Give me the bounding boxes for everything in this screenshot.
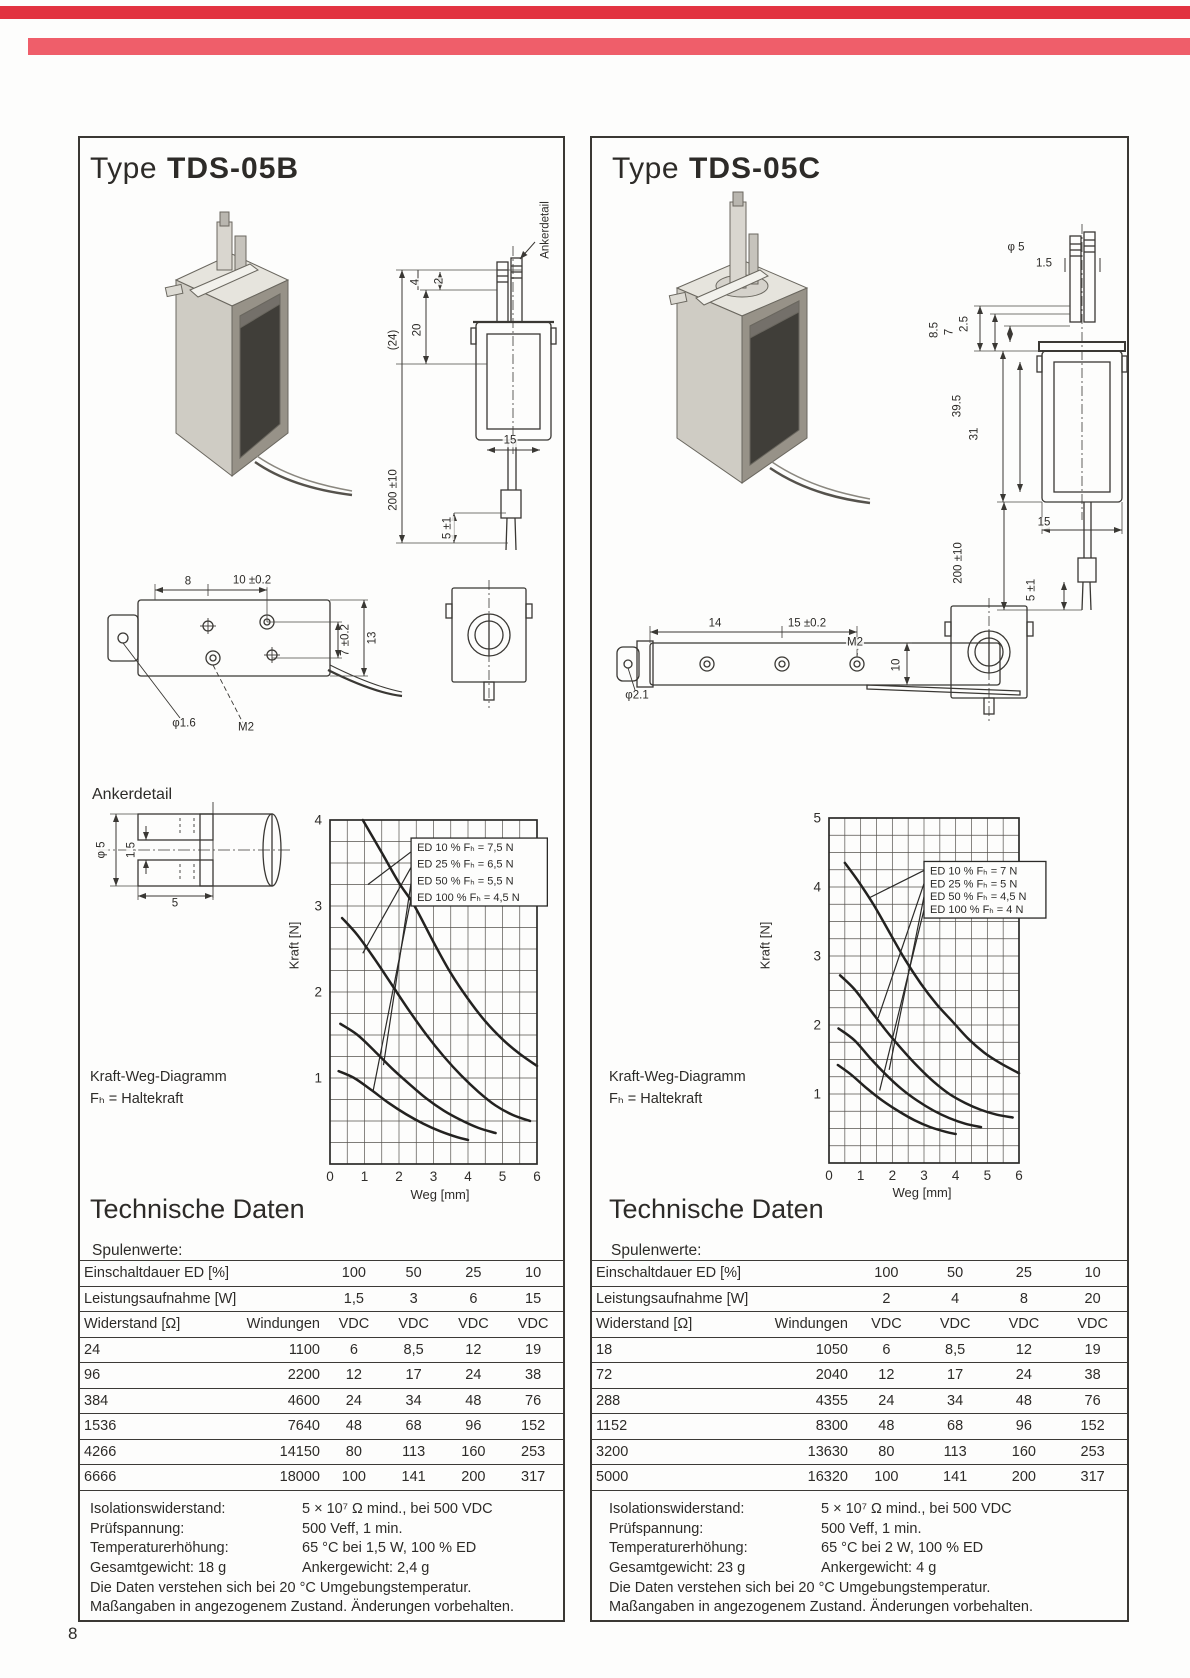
table-cell: 1536 (80, 1414, 220, 1440)
table-cell: 200 (990, 1465, 1059, 1491)
table-cell: 96 (444, 1414, 504, 1440)
dimension-label: 10 ±0.2 (232, 574, 272, 587)
table-cell: Einschaltdauer ED [%] (592, 1261, 852, 1287)
table-cell: 152 (503, 1414, 563, 1440)
table-cell: 34 (384, 1388, 444, 1414)
product-photo (165, 212, 352, 495)
dimension-label: φ2.1 (625, 689, 649, 702)
chart-caption-line1: Kraft-Weg-Diagramm (609, 1069, 746, 1085)
coil-values-label: Spulenwerte: (92, 1242, 183, 1259)
spec-label: Temperaturerhöhung: (90, 1540, 229, 1556)
front-view-dimension-lines (396, 270, 540, 543)
table-cell: 68 (921, 1414, 990, 1440)
table-cell: 8300 (740, 1414, 852, 1440)
table-cell: 13630 (740, 1439, 852, 1465)
table-cell: 200 (444, 1465, 504, 1491)
table-cell: 17 (921, 1363, 990, 1389)
table-cell: 24 (852, 1388, 921, 1414)
table-cell: 6 (324, 1337, 384, 1363)
table-cell: 15 (503, 1286, 563, 1312)
table-cell: VDC (990, 1312, 1059, 1338)
table-cell: 1050 (740, 1337, 852, 1363)
legend-entry: ED 25 % Fₕ = 5 N (930, 878, 1018, 891)
table-cell: 10 (1058, 1261, 1127, 1287)
dimension-label: 1,5 (125, 842, 138, 858)
spec-row (90, 1559, 573, 1579)
table-cell: 12 (444, 1337, 504, 1363)
dimension-label: φ 5 (1007, 241, 1025, 254)
spec-row (90, 1539, 573, 1559)
dimension-label: 10 (890, 658, 903, 672)
dimension-label: 14 (708, 617, 722, 630)
dimension-label: 2.5 (958, 316, 971, 332)
table-cell: 317 (503, 1465, 563, 1491)
mounting-view-dimension-lines (650, 626, 912, 685)
table-cell: 18000 (220, 1465, 324, 1491)
chart-svg (314, 812, 541, 1184)
x-tick-label: 3 (920, 1168, 928, 1183)
spec-row (90, 1520, 573, 1540)
chart-x-axis-label: Weg [mm] (892, 1185, 952, 1200)
table-cell: 24 (990, 1363, 1059, 1389)
y-tick-label: 2 (314, 984, 322, 1000)
table-cell: 50 (384, 1261, 444, 1287)
table-cell: 1152 (592, 1414, 740, 1440)
title-model: TDS-05B (167, 152, 300, 185)
dimension-label: 15 (1037, 516, 1051, 529)
table-cell: 80 (324, 1439, 384, 1465)
spec-list (90, 1500, 573, 1578)
table-cell: 7640 (220, 1414, 324, 1440)
table-cell: 34 (921, 1388, 990, 1414)
dimension-label: 31 (968, 427, 981, 441)
table-cell: 24 (324, 1388, 384, 1414)
chart-caption-line2: Fₕ = Haltekraft (609, 1091, 703, 1107)
table-cell: Widerstand [Ω] (80, 1312, 220, 1338)
table-cell: 19 (1058, 1337, 1127, 1363)
tech-data-heading: Technische Daten (90, 1194, 305, 1224)
table-row (80, 1261, 563, 1287)
table-cell: 253 (1058, 1439, 1127, 1465)
table-cell: 10 (503, 1261, 563, 1287)
x-tick-label: 3 (429, 1169, 438, 1184)
spec-value: 65 °C bei 2 W, 100 % ED (821, 1540, 984, 1556)
table-cell: 68 (384, 1414, 444, 1440)
chart-y-axis-label: Kraft [N] (757, 921, 773, 970)
dimension-label: 200 ±10 (387, 469, 400, 511)
table-cell: VDC (324, 1312, 384, 1338)
table-cell: 1,5 (324, 1286, 384, 1312)
footnote-line: Die Daten verstehen sich bei 20 °C Umgebungstemperatur. (90, 1580, 472, 1596)
table-cell: 19 (503, 1337, 563, 1363)
coil-data-table (80, 1260, 563, 1491)
spec-list (609, 1500, 1144, 1578)
table-cell: 38 (503, 1363, 563, 1389)
table-row (80, 1337, 563, 1363)
spec-label: Isolationswiderstand: (90, 1501, 226, 1517)
dimension-label: 13 (366, 631, 379, 645)
table-cell: 141 (921, 1465, 990, 1491)
x-tick-label: 5 (983, 1168, 992, 1183)
spec-label: Prüfspannung: (609, 1520, 704, 1537)
table-row (80, 1388, 563, 1414)
table-cell: Leistungsaufnahme [W] (80, 1286, 324, 1312)
chart-y-axis-label: Kraft [N] (286, 921, 302, 970)
footnote-line: Maßangaben in angezogenem Zustand. Änderungen vorbehalten. (609, 1598, 1034, 1615)
table-cell: 72 (592, 1363, 740, 1389)
x-tick-label: 1 (856, 1168, 865, 1183)
table-row (80, 1414, 563, 1440)
table-row (592, 1363, 1127, 1389)
table-cell: 288 (592, 1388, 740, 1414)
x-tick-label: 4 (464, 1169, 472, 1184)
front-view-drawing (471, 242, 556, 550)
title-prefix: Type (612, 152, 680, 185)
table-cell: 12 (990, 1337, 1059, 1363)
table-cell: 160 (990, 1439, 1059, 1465)
end-view-drawing (446, 580, 532, 708)
title-prefix: Type (90, 152, 158, 185)
legend-entry: ED 100 % Fₕ = 4,5 N (417, 892, 520, 904)
table-cell: 3200 (592, 1439, 740, 1465)
ankerdetail-section-label: Ankerdetail (92, 786, 173, 803)
x-tick-label: 6 (533, 1169, 541, 1184)
spec-row (609, 1559, 1144, 1579)
chart-caption (609, 1066, 746, 1110)
spec-row (609, 1500, 1144, 1520)
dimension-label: 7 ±0.2 (339, 624, 352, 656)
dimension-label: 200 ±10 (952, 542, 965, 584)
legend-entry: ED 100 % Fₕ = 4 N (930, 904, 1024, 917)
table-row (592, 1337, 1127, 1363)
table-cell: 2040 (740, 1363, 852, 1389)
table-cell: 141 (384, 1465, 444, 1491)
table-cell: Leistungsaufnahme [W] (592, 1286, 852, 1312)
spec-value: 5 × 10⁷ Ω mind., bei 500 VDC (821, 1501, 1012, 1517)
y-tick-label: 3 (813, 948, 821, 964)
y-tick-label: 1 (314, 1070, 322, 1086)
x-tick-label: 6 (1015, 1168, 1023, 1183)
table-cell: 12 (324, 1363, 384, 1389)
table-cell: 18 (592, 1337, 740, 1363)
y-tick-label: 3 (314, 898, 322, 914)
table-cell: 2 (852, 1286, 921, 1312)
table-row (80, 1465, 563, 1491)
table-cell: 4600 (220, 1388, 324, 1414)
table-cell: Windungen (740, 1312, 852, 1338)
table-row (80, 1312, 563, 1338)
table-cell: Widerstand [Ω] (592, 1312, 740, 1338)
table-cell: 113 (921, 1439, 990, 1465)
table-row (592, 1388, 1127, 1414)
table-cell: 76 (1058, 1388, 1127, 1414)
x-tick-label: 0 (326, 1169, 334, 1184)
spec-row (90, 1500, 573, 1520)
mounting-view-drawing (617, 641, 1020, 695)
table-cell: 3 (384, 1286, 444, 1312)
y-tick-label: 2 (813, 1017, 821, 1033)
table-cell: VDC (921, 1312, 990, 1338)
dimension-label: M2 (238, 721, 254, 734)
y-tick-label: 4 (813, 879, 821, 895)
dimension-label: 39.5 (951, 394, 964, 418)
table-row (80, 1363, 563, 1389)
table-row (592, 1312, 1127, 1338)
spec-value: 500 Veff, 1 min. (821, 1520, 922, 1537)
chart-svg (813, 810, 1027, 1183)
table-cell: VDC (444, 1312, 504, 1338)
table-cell: 25 (990, 1261, 1059, 1287)
coil-values-label: Spulenwerte: (611, 1242, 702, 1259)
y-tick-label: 4 (314, 812, 322, 828)
x-tick-label: 5 (498, 1169, 507, 1184)
end-view-drawing (945, 598, 1033, 722)
x-tick-label: 2 (888, 1168, 897, 1183)
y-tick-label: 1 (813, 1086, 821, 1102)
chart-caption-line2: Fₕ = Haltekraft (90, 1091, 184, 1107)
table-cell: 17 (384, 1363, 444, 1389)
table-cell: 160 (444, 1439, 504, 1465)
footnote-line: Die Daten verstehen sich bei 20 °C Umgebungstemperatur. (609, 1580, 991, 1596)
table-cell: 76 (503, 1388, 563, 1414)
table-cell: Einschaltdauer ED [%] (80, 1261, 324, 1287)
table-cell: 48 (852, 1414, 921, 1440)
footnotes (90, 1579, 514, 1616)
legend-entry: ED 50 % Fₕ = 4,5 N (930, 891, 1027, 904)
dimension-label: 20 (411, 323, 424, 337)
table-cell: 6666 (80, 1465, 220, 1491)
spec-row (609, 1520, 1144, 1540)
legend-entry: ED 25 % Fₕ = 6,5 N (417, 858, 514, 871)
x-tick-label: 2 (395, 1169, 403, 1184)
footnote-line: Maßangaben in angezogenem Zustand. Änderungen vorbehalten. (90, 1598, 515, 1615)
table-cell: 100 (324, 1261, 384, 1287)
table-row (592, 1261, 1127, 1287)
table-cell: 2200 (220, 1363, 324, 1389)
table-row (592, 1465, 1127, 1491)
table-row (80, 1286, 563, 1312)
front-view-drawing (1037, 224, 1127, 610)
x-tick-label: 0 (825, 1168, 833, 1183)
spec-row (609, 1539, 1144, 1559)
panel-tds-05c (592, 138, 1127, 1620)
top-red-bar (0, 6, 1190, 19)
table-cell: 96 (80, 1363, 220, 1389)
tech-data-heading: Technische Daten (609, 1194, 824, 1224)
table-cell: 24 (80, 1337, 220, 1363)
y-tick-label: 5 (813, 810, 821, 826)
x-tick-label: 1 (360, 1169, 369, 1184)
dimension-label: φ1.6 (172, 717, 196, 730)
dimension-label: 5 ±1 (441, 516, 454, 540)
spec-label: Gesamtgewicht: 23 g (609, 1559, 746, 1576)
title-model: TDS-05C (689, 152, 822, 185)
chart-x-axis-label: Weg [mm] (410, 1187, 470, 1202)
panel-tds-05b (80, 138, 563, 1620)
table-cell: 8,5 (921, 1337, 990, 1363)
dimension-label: 8.5 (928, 322, 941, 338)
footnotes (609, 1579, 1033, 1616)
table-cell: VDC (1058, 1312, 1127, 1338)
panel-frame-tds-05c (590, 136, 1129, 1622)
table-cell: 113 (384, 1439, 444, 1465)
panel-frame-tds-05b (78, 136, 565, 1622)
mounting-view-drawing (108, 600, 402, 723)
table-cell: 100 (324, 1465, 384, 1491)
spec-value: Ankergewicht: 2,4 g (302, 1559, 430, 1576)
anchor-detail-dimension-lines (110, 814, 213, 900)
table-cell: VDC (503, 1312, 563, 1338)
table-cell: 50 (921, 1261, 990, 1287)
spec-label: Prüfspannung: (90, 1520, 185, 1537)
table-cell: 96 (990, 1414, 1059, 1440)
dimension-label: 15 ±0.2 (787, 617, 827, 630)
table-cell: 317 (1058, 1465, 1127, 1491)
dimension-label: Ankerdetail (539, 201, 552, 259)
table-cell: 384 (80, 1388, 220, 1414)
dimension-label: M2 (847, 636, 863, 649)
dimension-label: (24) (387, 329, 400, 351)
dimension-label: 4 (409, 278, 422, 286)
legend-entry: ED 10 % Fₕ = 7 N (930, 865, 1018, 878)
dimension-label: 5 (171, 897, 179, 910)
dimension-label: 1.5 (1036, 257, 1052, 270)
chart-caption-line1: Kraft-Weg-Diagramm (90, 1069, 227, 1085)
table-cell: 152 (1058, 1414, 1127, 1440)
table-cell: 100 (852, 1261, 921, 1287)
spec-label: Temperaturerhöhung: (609, 1540, 748, 1556)
chart-caption (90, 1066, 227, 1110)
table-cell: 4 (921, 1286, 990, 1312)
anchor-detail-drawing (95, 802, 290, 898)
table-cell: 5000 (592, 1465, 740, 1491)
table-cell: 6 (444, 1286, 504, 1312)
mounting-view-dimension-lines (155, 584, 368, 676)
table-cell: 8,5 (384, 1337, 444, 1363)
dimension-label: 5 ±1 (1025, 578, 1038, 602)
dimension-label: 8 (184, 575, 192, 588)
table-cell: 6 (852, 1337, 921, 1363)
spec-label: Gesamtgewicht: 18 g (90, 1559, 227, 1576)
table-cell: VDC (852, 1312, 921, 1338)
table-cell: 48 (990, 1388, 1059, 1414)
table-cell: 14150 (220, 1439, 324, 1465)
table-row (592, 1286, 1127, 1312)
table-cell: 24 (444, 1363, 504, 1389)
dimension-label: 2 (433, 277, 446, 285)
table-cell: 253 (503, 1439, 563, 1465)
product-photo (669, 192, 870, 503)
table-row (592, 1439, 1127, 1465)
dimension-label: 7 (943, 328, 956, 336)
table-cell: 48 (444, 1388, 504, 1414)
table-cell: Windungen (220, 1312, 324, 1338)
x-tick-label: 4 (951, 1168, 960, 1183)
coil-data-table (592, 1260, 1127, 1491)
table-cell: 16320 (740, 1465, 852, 1491)
spec-value: Ankergewicht: 4 g (821, 1559, 937, 1576)
dimension-label: φ 5 (95, 841, 108, 859)
spec-label: Isolationswiderstand: (609, 1501, 745, 1517)
legend-entry: ED 10 % Fₕ = 7,5 N (417, 842, 514, 855)
spec-value: 500 Veff, 1 min. (302, 1520, 403, 1537)
legend-entry: ED 50 % Fₕ = 5,5 N (417, 875, 514, 888)
table-cell: 12 (852, 1363, 921, 1389)
spec-value: 65 °C bei 1,5 W, 100 % ED (302, 1540, 477, 1556)
table-cell: 38 (1058, 1363, 1127, 1389)
table-cell: 20 (1058, 1286, 1127, 1312)
table-cell: 1100 (220, 1337, 324, 1363)
dimension-label: 15 (503, 434, 517, 447)
table-cell: 4266 (80, 1439, 220, 1465)
force-stroke-chart (314, 812, 541, 1184)
accent-pink-bar (28, 38, 1190, 55)
table-cell: VDC (384, 1312, 444, 1338)
table-cell: 48 (324, 1414, 384, 1440)
force-stroke-chart (813, 810, 1027, 1183)
page-number: 8 (68, 1624, 78, 1643)
table-cell: 8 (990, 1286, 1059, 1312)
table-cell: 80 (852, 1439, 921, 1465)
table-row (80, 1439, 563, 1465)
front-view-dimension-lines (974, 258, 1122, 610)
table-row (592, 1414, 1127, 1440)
spec-value: 5 × 10⁷ Ω mind., bei 500 VDC (302, 1501, 493, 1517)
table-cell: 100 (852, 1465, 921, 1491)
table-cell: 25 (444, 1261, 504, 1287)
table-cell: 4355 (740, 1388, 852, 1414)
